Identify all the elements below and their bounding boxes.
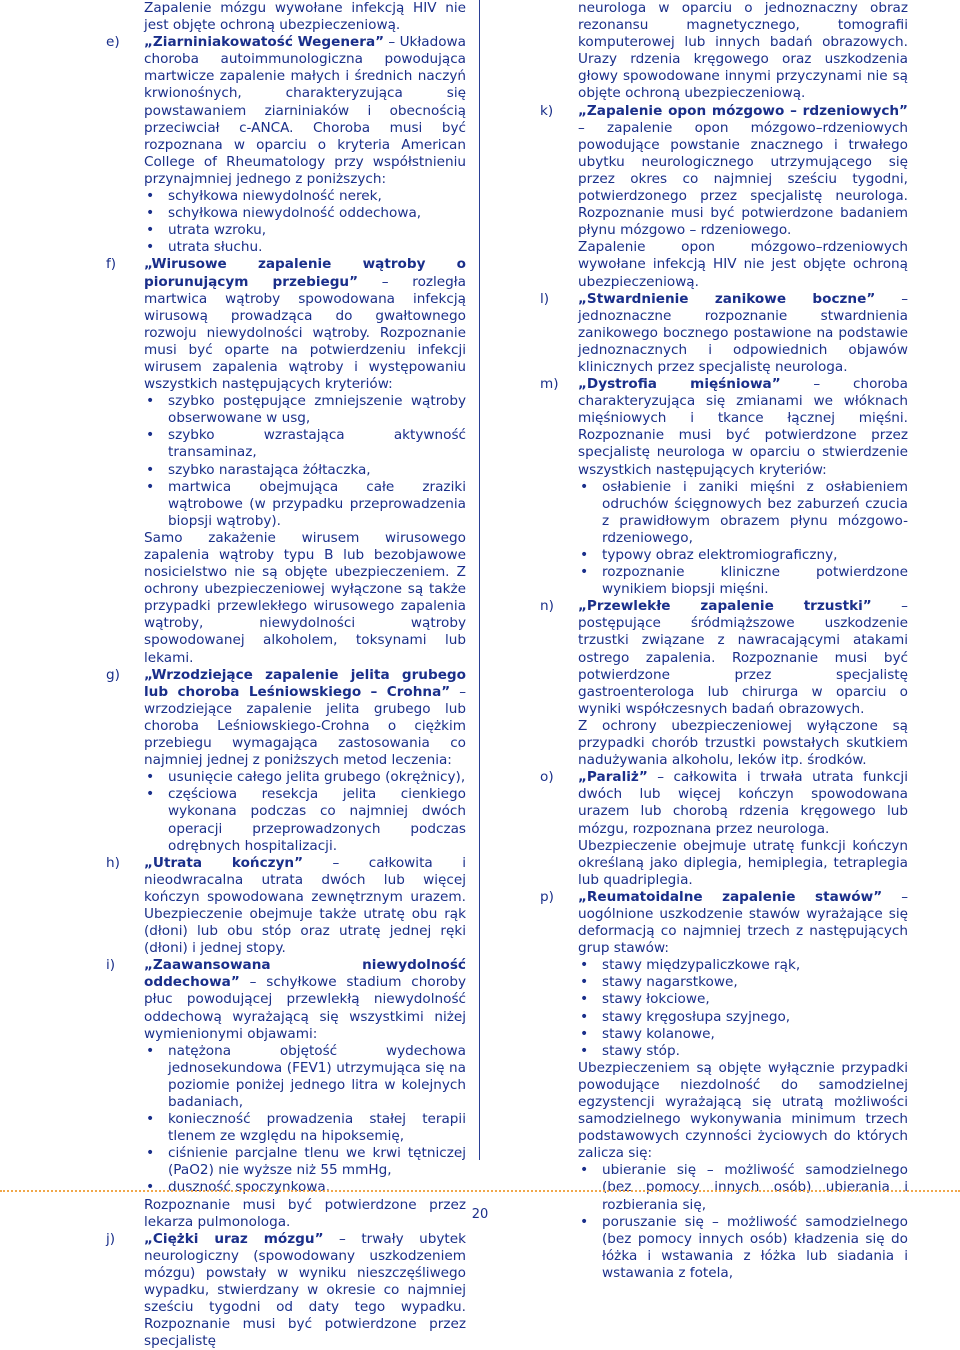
bullet-item: • duszność spoczynkowa. — [144, 1179, 466, 1196]
item-letter: k) — [540, 102, 554, 119]
definition-item — [540, 769, 908, 889]
left-column — [106, 0, 466, 1350]
bullet-item: • osłabienie i zaniki mięśni z osłabieniem odruchów ścięgnowych bez zaburzeń czucia z prawidłowym obrazem płynu mózgowo-rdzeniowego, — [578, 479, 908, 547]
bullet-item: • stawy międzypaliczkowe rąk, — [578, 957, 908, 974]
item-text: – schyłkowe stadium choroby płuc powodującej przewlekłą niewydolność oddechową wyrażającą się wszystkimi niżej wymienionymi objawami: — [144, 974, 466, 1042]
bullet-item: • schyłkowa niewydolność oddechowa, — [144, 205, 466, 222]
definition-item — [106, 256, 466, 666]
item-paragraph — [578, 291, 908, 376]
right-intro: neurologa w oparciu o jednoznaczny obraz rezonansu magnetycznego, tomografii komputerowej lub innych badań obrazowych. Urazy rdzenia kręgowego oraz uszkodzenia głowy spowodowane innymi przyczynami nie są objęte ochroną ubezpieczeniową. — [578, 0, 908, 102]
item-paragraph — [578, 239, 908, 290]
item-term: „Dystrofia mięśniowa” — [578, 376, 781, 393]
definition-item — [106, 1231, 466, 1350]
bullet-list — [144, 188, 466, 256]
bullet-item: • szybko narastająca żółtaczka, — [144, 462, 466, 479]
item-paragraph — [144, 855, 466, 958]
definition-item — [540, 376, 908, 598]
definition-item — [540, 291, 908, 376]
bullet-list — [144, 1043, 466, 1197]
item-term: „Zapalenie opon mózgowo – rdzeniowych” — [578, 102, 908, 119]
item-letter: l) — [540, 290, 550, 307]
item-paragraph — [144, 667, 466, 770]
right-column — [540, 0, 908, 1282]
item-letter: g) — [106, 666, 120, 683]
bullet-item: • schyłkowa niewydolność nerek, — [144, 188, 466, 205]
item-term: „Wrzodziejące zapalenie jelita grubego lub choroba Leśniowskiego – Crohna” — [144, 666, 466, 700]
item-letter: h) — [106, 854, 120, 871]
bullet-item: • poruszanie się – możliwość samodzielnego (bez pomocy innych osób) kładzenia się do łóżka i wstawania z łóżka lub siadania i wstawania z fotela, — [578, 1214, 908, 1282]
bullet-item: • stawy nagarstkowe, — [578, 974, 908, 991]
definition-item — [106, 855, 466, 958]
item-term: „Reumatoidalne zapalenie stawów” — [578, 888, 883, 905]
item-term: „Paraliż” — [578, 769, 648, 786]
item-text: Samo zakażenie wirusem wirusowego zapalenia wątroby typu B lub bezobjawowe nosicielstwo nie są objęte ubezpieczeniem. Z ochrony ubezpieczeniowej wyłączone są także przypadki przewlekłego wirusowego zapalenia wątroby, niewydolności wątroby spowodowanej alkoholem, toksynami lub lekami. — [144, 529, 466, 666]
item-letter: p) — [540, 888, 554, 905]
item-term: „Ziarniniakowatość Wegenera” — [144, 34, 385, 51]
item-letter: e) — [106, 34, 120, 51]
item-paragraph — [578, 838, 908, 889]
item-paragraph — [578, 598, 908, 718]
bullet-item: • utrata słuchu. — [144, 239, 466, 256]
bullet-item: • martwica obejmująca całe zraziki wątrobowe (w przypadku przeprowadzenia biopsji wątroby). — [144, 479, 466, 530]
item-text: Zapalenie opon mózgowo–rdzeniowych wywołane infekcją HIV nie jest objęte ochroną ubezpieczeniową. — [578, 239, 908, 290]
item-paragraph — [578, 889, 908, 957]
bullet-item: • częściowa resekcja jelita cienkiego wykonana podczas co najmniej dwóch operacji przeprowadzonych podczas odrębnych hospitalizacji. — [144, 786, 466, 854]
item-letter: j) — [106, 1230, 116, 1247]
item-term: „Przewlekłe zapalenie trzustki” — [578, 598, 872, 615]
page-number: 20 — [471, 1207, 489, 1222]
bullet-list — [578, 479, 908, 599]
item-paragraph — [144, 1231, 466, 1350]
definition-item — [540, 103, 908, 291]
item-paragraph — [144, 256, 466, 393]
item-text: – całkowita i nieodwracalna utrata dwóch lub więcej kończyn spowodowana zewnętrznym urazem. Ubezpieczenie obejmuje także utratę obu rąk (dłoni) lub obu stóp oraz utratę jednej ręki (dłoni) i jednej stopy. — [144, 854, 466, 957]
item-letter: f) — [106, 256, 117, 273]
left-intro: Zapalenie mózgu wywołane infekcją HIV nie jest objęte ochroną ubezpieczeniową. — [144, 0, 466, 34]
item-text: – uogólnione uszkodzenie stawów wyrażające się deformacją co najmniej trzech z następujących grup stawów: — [578, 888, 909, 957]
item-text: Rozpoznanie musi być potwierdzone przez lekarza pulmonologa. — [144, 1196, 466, 1230]
item-paragraph — [144, 34, 466, 188]
bullet-item: • utrata wzroku, — [144, 222, 466, 239]
bullet-item: • konieczność prowadzenia stałej terapii tlenem ze względu na hipoksemię, — [144, 1111, 466, 1145]
item-paragraph — [578, 1060, 908, 1163]
definition-item — [106, 667, 466, 855]
item-text: – wrzodziejące zapalenie jelita grubego lub choroba Leśniowskiego-Crohna o ciężkim przebiegu wymagająca zastosowania co najmniej jednej z poniższych metod leczenia: — [144, 683, 466, 769]
item-text: – zapalenie opon mózgowo–rdzeniowych powodujące powstanie znacznego i trwałego ubytku neurologicznego utrzymującego się przez okres co najmniej sześciu tygodni, potwierdzonego przez specjalistę neurologa. Rozpoznanie musi być potwierdzone badaniem płynu mózgowo – rdzeniowego. — [578, 119, 908, 239]
item-text: Ubezpieczeniem są objęte wyłącznie przypadki powodujące niezdolność do samodzielnej egzystencji wyrażającą się utratą możliwości samodzielnego wykonywania minimum trzech podstawowych czynności życiowych do których zalicza się: — [578, 1059, 908, 1162]
bullet-item: • stawy łokciowe, — [578, 991, 908, 1008]
bullet-item: • stawy kolanowe, — [578, 1026, 908, 1043]
item-paragraph — [578, 103, 908, 240]
bullet-list — [144, 769, 466, 854]
bullet-item: • stawy stóp. — [578, 1043, 908, 1060]
footer-rule — [0, 1190, 960, 1192]
bullet-item: • szybko wzrastająca aktywność transaminaz, — [144, 427, 466, 461]
item-text: – Układowa choroba autoimmunologiczna powodująca martwicze zapalenie małych i średnich naczyń krwionośnych, charakteryzująca się powstawaniem ziarniniaków i obecnością przeciwciał c-ANCA. Choroba musi być rozpoznana w oparciu o kryteria American College of Rheumatology przy współstnieniu przynajmniej jednego z poniższych: — [144, 34, 466, 187]
bullet-item: • rozpoznanie kliniczne potwierdzone wynikiem biopsji mięśni. — [578, 564, 908, 598]
item-letter: o) — [540, 769, 554, 786]
item-paragraph — [144, 957, 466, 1042]
definition-item — [540, 598, 908, 769]
item-text: – całkowita i trwała utrata funkcji dwóch lub więcej kończyn spowodowana urazem lub chorobą rdzenia kręgowego lub mózgu, rozpoznana przez neurologa. — [578, 769, 908, 837]
bullet-item: • typowy obraz elektromiograficzny, — [578, 547, 908, 564]
item-letter: n) — [540, 598, 554, 615]
definition-item — [106, 34, 466, 256]
bullet-item: • natężona objętość wydechowa jednosekundowa (FEV1) utrzymująca się na poziomie poniżej jednego litra w kolejnych badaniach, — [144, 1043, 466, 1111]
right-items — [540, 103, 908, 1282]
item-text: Ubezpieczenie obejmuje utratę funkcji kończyn określaną jako diplegia, hemiplegia, tetraplegia lub quadriplegia. — [578, 837, 908, 888]
item-text: – trwały ubytek neurologiczny (spowodowany uszkodzeniem mózgu) powstały w wyniku nieszczęśliwego wypadku, stwierdzany w okresie co najmniej sześciu tygodni od daty tego wypadku. Rozpoznanie musi być potwierdzone przez specjalistę — [144, 1230, 466, 1350]
bullet-item: • stawy kręgosłupa szyjnego, — [578, 1009, 908, 1026]
left-items — [106, 34, 466, 1350]
column-divider — [479, 0, 480, 1160]
item-term: „Ciężki uraz mózgu” — [144, 1230, 324, 1247]
item-text: – postępujące śródmiąższowe uszkodzenie trzustki związane z nawracającymi atakami ostrego zapalenia. Rozpoznanie musi być potwierdzone przez specjalistę gastroenterologa lub chirurga w oparciu o wyniki współczesnych badań obrazowych. — [578, 598, 908, 717]
bullet-item: • ciśnienie parcjalne tlenu we krwi tętniczej (PaO2) nie wyższe niż 55 mmHg, — [144, 1145, 466, 1179]
item-term: „Zaawansowana niewydolność oddechowa” — [144, 957, 466, 991]
item-letter: i) — [106, 957, 116, 974]
item-text: – rozległa martwica wątroby spowodowana infekcją wirusową prowadząca do gwałtownego rozwoju niewydolności wątroby. Rozpoznanie musi być oparte na potwierdzeniu infekcji wirusem zapalenia wątroby i występowaniu wszystkich następujących kryteriów: — [144, 273, 466, 393]
item-text: – jednoznaczne rozpoznanie stwardnienia zanikowego bocznego postawione na podstawie jednoznacznych i odpowiednich objawów klinicznych przez specjalistę neurologa. — [578, 290, 908, 375]
item-paragraph — [578, 718, 908, 769]
item-term: „Stwardnienie zanikowe boczne” — [578, 290, 876, 307]
bullet-item: • szybko postępujące zmniejszenie wątroby obserwowane w usg, — [144, 393, 466, 427]
item-term: „Utrata kończyn” — [144, 854, 304, 871]
item-paragraph — [578, 376, 908, 479]
item-letter: m) — [540, 376, 559, 393]
bullet-list — [144, 393, 466, 530]
bullet-item: • usunięcie całego jelita grubego (okrężnicy), — [144, 769, 466, 786]
item-paragraph — [144, 530, 466, 667]
item-paragraph — [578, 769, 908, 837]
item-text: Z ochrony ubezpieczeniowej wyłączone są przypadki chorób trzustki powstałych skutkiem nadużywania alkoholu, leków itp. środków. — [578, 717, 908, 769]
item-term: „Wirusowe zapalenie wątroby o piorunującym przebiegu” — [144, 256, 466, 290]
bullet-item: • ubieranie się – możliwość samodzielnego (bez pomocy innych osób) ubierania i rozbierania się, — [578, 1162, 908, 1213]
bullet-list — [578, 957, 908, 1060]
item-text: – choroba charakteryzująca się zmianami we włóknach mięśniowych i tkance łącznej mięśni. Rozpoznanie musi być potwierdzone przez specjalistę neurologa w oparciu o stwierdzenie wszystkich następujących kryteriów: — [578, 376, 908, 478]
